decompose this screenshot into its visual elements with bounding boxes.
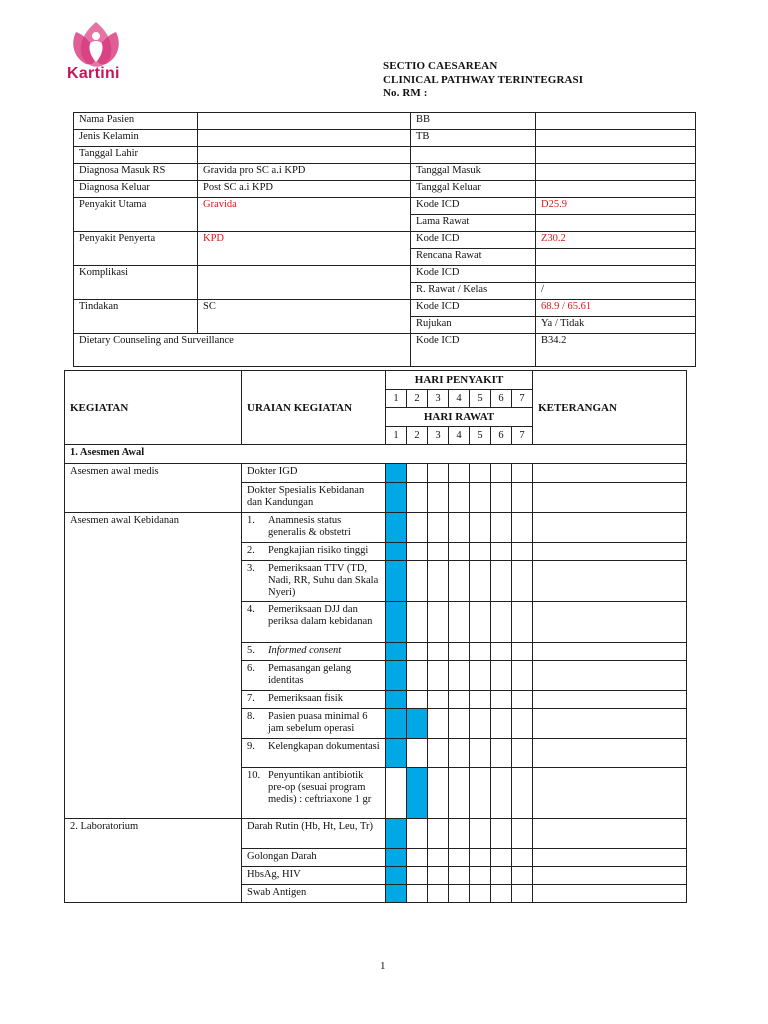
header-kegiatan: KEGIATAN: [65, 371, 242, 445]
kegiatan-asesmen-kebidanan: Asesmen awal Kebidanan: [65, 513, 242, 819]
keterangan-cell[interactable]: [533, 849, 687, 867]
item-text: Pemeriksaan DJJ dan periksa dalam kebidanan: [268, 604, 373, 627]
field-tanggal-keluar[interactable]: [536, 181, 696, 198]
day-6-checkbox[interactable]: [491, 819, 512, 849]
hari-rawat-day-2: 2: [407, 427, 428, 445]
item-text: Pemeriksaan fisik: [268, 693, 343, 704]
item-text: Pasien puasa minimal 6 jam sebelum operasi: [268, 711, 368, 734]
value-kode-icd-dietary: B34.2: [536, 334, 696, 367]
table-row: [65, 513, 687, 543]
day-1-checkbox[interactable]: [386, 849, 407, 867]
day-3-checkbox[interactable]: [428, 819, 449, 849]
day-5-checkbox[interactable]: [470, 885, 491, 903]
label-kode-icd: Kode ICD: [411, 198, 536, 215]
item-text: HbsAg, HIV: [247, 869, 301, 880]
label-rencana-rawat: Rencana Rawat: [411, 249, 536, 266]
uraian-kegiatan-cell: [242, 819, 386, 849]
item-number: 6.: [247, 663, 255, 674]
label-diagnosa-keluar: Diagnosa Keluar: [74, 181, 198, 198]
hari-penyakit-day-5: 5: [470, 390, 491, 408]
day-6-checkbox[interactable]: [491, 602, 512, 643]
uraian-kegiatan-cell: [242, 643, 386, 661]
keterangan-cell[interactable]: [533, 768, 687, 819]
day-7-checkbox[interactable]: [512, 513, 533, 543]
hari-penyakit-day-3: 3: [428, 390, 449, 408]
day-5-checkbox[interactable]: [470, 464, 491, 483]
item-text: Pengkajian risiko tinggi: [268, 545, 369, 556]
item-text: Kelengkapan dokumentasi: [268, 741, 380, 752]
day-7-checkbox[interactable]: [512, 602, 533, 643]
day-7-checkbox[interactable]: [512, 709, 533, 739]
day-6-checkbox[interactable]: [491, 709, 512, 739]
day-1-checkbox[interactable]: [386, 602, 407, 643]
day-2-checkbox[interactable]: [407, 709, 428, 739]
keterangan-cell[interactable]: [533, 661, 687, 691]
field-bb[interactable]: [536, 113, 696, 130]
keterangan-cell[interactable]: [533, 543, 687, 561]
day-2-checkbox[interactable]: [407, 768, 428, 819]
hari-penyakit-day-4: 4: [449, 390, 470, 408]
day-2-checkbox[interactable]: [407, 739, 428, 768]
uraian-kegiatan-cell: [242, 543, 386, 561]
header-hari-penyakit: HARI PENYAKIT: [386, 371, 533, 390]
keterangan-cell[interactable]: [533, 739, 687, 768]
value-kode-icd-tindakan: 68.9 / 65.61: [536, 300, 696, 317]
day-1-checkbox[interactable]: [386, 819, 407, 849]
day-6-checkbox[interactable]: [491, 849, 512, 867]
day-5-checkbox[interactable]: [470, 661, 491, 691]
item-number: 8.: [247, 711, 255, 722]
field-tb[interactable]: [536, 130, 696, 147]
value-ruang-rawat-kelas: /: [536, 283, 696, 300]
day-6-checkbox[interactable]: [491, 513, 512, 543]
day-5-checkbox[interactable]: [470, 819, 491, 849]
day-2-checkbox[interactable]: [407, 543, 428, 561]
keterangan-cell[interactable]: [533, 643, 687, 661]
day-3-checkbox[interactable]: [428, 561, 449, 602]
day-5-checkbox[interactable]: [470, 561, 491, 602]
day-2-checkbox[interactable]: [407, 643, 428, 661]
day-7-checkbox[interactable]: [512, 661, 533, 691]
day-7-checkbox[interactable]: [512, 739, 533, 768]
day-6-checkbox[interactable]: [491, 483, 512, 513]
field-tanggal-masuk[interactable]: [536, 164, 696, 181]
day-6-checkbox[interactable]: [491, 543, 512, 561]
day-3-checkbox[interactable]: [428, 543, 449, 561]
item-number: 10.: [247, 770, 261, 781]
day-2-checkbox[interactable]: [407, 513, 428, 543]
day-7-checkbox[interactable]: [512, 819, 533, 849]
day-2-checkbox[interactable]: [407, 483, 428, 513]
field-komplikasi[interactable]: [198, 266, 411, 300]
uraian-kegiatan-cell: [242, 464, 386, 483]
day-1-checkbox[interactable]: [386, 867, 407, 885]
hari-rawat-day-5: 5: [470, 427, 491, 445]
label-kode-icd: Kode ICD: [411, 266, 536, 283]
day-4-checkbox[interactable]: [449, 513, 470, 543]
field-lama-rawat[interactable]: [536, 215, 696, 232]
keterangan-cell[interactable]: [533, 483, 687, 513]
day-5-checkbox[interactable]: [470, 643, 491, 661]
day-3-checkbox[interactable]: [428, 739, 449, 768]
day-4-checkbox[interactable]: [449, 661, 470, 691]
item-number: 1.: [247, 515, 255, 526]
label-tanggal-lahir: Tanggal Lahir: [74, 147, 198, 164]
header-hari-rawat: HARI RAWAT: [386, 408, 533, 427]
day-3-checkbox[interactable]: [428, 464, 449, 483]
value-diagnosa-masuk: Gravida pro SC a.i KPD: [198, 164, 411, 181]
day-5-checkbox[interactable]: [470, 768, 491, 819]
empty-cell: [411, 147, 536, 164]
header-keterangan: KETERANGAN: [533, 371, 687, 445]
day-3-checkbox[interactable]: [428, 602, 449, 643]
uraian-kegiatan-cell: [242, 602, 386, 643]
day-5-checkbox[interactable]: [470, 709, 491, 739]
table-row: [65, 819, 687, 849]
keterangan-cell[interactable]: [533, 691, 687, 709]
field-jenis-kelamin[interactable]: [198, 130, 411, 147]
day-7-checkbox[interactable]: [512, 543, 533, 561]
item-text: Darah Rutin (Hb, Ht, Leu, Tr): [247, 821, 373, 832]
day-2-checkbox[interactable]: [407, 561, 428, 602]
uraian-kegiatan-cell: [242, 849, 386, 867]
item-number: 4.: [247, 604, 255, 615]
day-2-checkbox[interactable]: [407, 819, 428, 849]
keterangan-cell[interactable]: [533, 464, 687, 483]
field-rencana-rawat[interactable]: [536, 249, 696, 266]
day-3-checkbox[interactable]: [428, 867, 449, 885]
value-diagnosa-keluar: Post SC a.i KPD: [198, 181, 411, 198]
day-6-checkbox[interactable]: [491, 643, 512, 661]
day-7-checkbox[interactable]: [512, 768, 533, 819]
uraian-kegiatan-cell: [242, 768, 386, 819]
day-5-checkbox[interactable]: [470, 867, 491, 885]
label-tanggal-masuk: Tanggal Masuk: [411, 164, 536, 181]
day-7-checkbox[interactable]: [512, 691, 533, 709]
day-1-checkbox[interactable]: [386, 483, 407, 513]
day-1-checkbox[interactable]: [386, 643, 407, 661]
clinical-pathway-table: [64, 370, 687, 903]
keterangan-cell[interactable]: [533, 561, 687, 602]
item-text: Dokter Spesialis Kebidanan dan Kandungan: [247, 485, 365, 508]
kartini-logo-text: Kartini: [67, 65, 120, 82]
day-4-checkbox[interactable]: [449, 709, 470, 739]
day-3-checkbox[interactable]: [428, 885, 449, 903]
uraian-kegiatan-cell: [242, 867, 386, 885]
label-jenis-kelamin: Jenis Kelamin: [74, 130, 198, 147]
day-3-checkbox[interactable]: [428, 691, 449, 709]
day-7-checkbox[interactable]: [512, 867, 533, 885]
day-1-checkbox[interactable]: [386, 739, 407, 768]
item-text: Penyuntikan antibiotik pre-op (sesuai program medis) : ceftriaxone 1 gr: [268, 770, 372, 805]
item-text: Dokter IGD: [247, 466, 298, 477]
day-3-checkbox[interactable]: [428, 709, 449, 739]
day-3-checkbox[interactable]: [428, 849, 449, 867]
label-dietary-counseling: Dietary Counseling and Surveillance: [74, 334, 411, 367]
day-6-checkbox[interactable]: [491, 885, 512, 903]
item-text: Pemasangan gelang identitas: [268, 663, 352, 686]
day-3-checkbox[interactable]: [428, 483, 449, 513]
day-4-checkbox[interactable]: [449, 464, 470, 483]
day-4-checkbox[interactable]: [449, 643, 470, 661]
day-5-checkbox[interactable]: [470, 543, 491, 561]
day-5-checkbox[interactable]: [470, 691, 491, 709]
day-1-checkbox[interactable]: [386, 561, 407, 602]
day-4-checkbox[interactable]: [449, 885, 470, 903]
day-3-checkbox[interactable]: [428, 661, 449, 691]
hari-rawat-day-7: 7: [512, 427, 533, 445]
label-kode-icd: Kode ICD: [411, 334, 536, 367]
item-number: 2.: [247, 545, 255, 556]
day-7-checkbox[interactable]: [512, 464, 533, 483]
uraian-kegiatan-cell: [242, 691, 386, 709]
hari-penyakit-day-6: 6: [491, 390, 512, 408]
day-4-checkbox[interactable]: [449, 867, 470, 885]
hari-penyakit-day-2: 2: [407, 390, 428, 408]
day-5-checkbox[interactable]: [470, 739, 491, 768]
day-5-checkbox[interactable]: [470, 513, 491, 543]
keterangan-cell[interactable]: [533, 867, 687, 885]
day-2-checkbox[interactable]: [407, 602, 428, 643]
value-rujukan: Ya / Tidak: [536, 317, 696, 334]
value-penyakit-penyerta: KPD: [198, 232, 411, 266]
day-4-checkbox[interactable]: [449, 543, 470, 561]
day-7-checkbox[interactable]: [512, 483, 533, 513]
day-4-checkbox[interactable]: [449, 561, 470, 602]
day-1-checkbox[interactable]: [386, 464, 407, 483]
field-nama-pasien[interactable]: [198, 113, 411, 130]
uraian-kegiatan-cell: [242, 561, 386, 602]
day-1-checkbox[interactable]: [386, 543, 407, 561]
hari-penyakit-day-7: 7: [512, 390, 533, 408]
item-text: Anamnesis status generalis & obstetri: [268, 515, 351, 538]
label-nama-pasien: Nama Pasien: [74, 113, 198, 130]
day-5-checkbox[interactable]: [470, 849, 491, 867]
label-tanggal-keluar: Tanggal Keluar: [411, 181, 536, 198]
value-kode-icd-penyerta: Z30.2: [536, 232, 696, 249]
day-5-checkbox[interactable]: [470, 602, 491, 643]
item-number: 7.: [247, 693, 255, 704]
keterangan-cell[interactable]: [533, 885, 687, 903]
kegiatan-asesmen-medis: Asesmen awal medis: [65, 464, 242, 513]
hari-rawat-day-4: 4: [449, 427, 470, 445]
day-4-checkbox[interactable]: [449, 739, 470, 768]
label-penyakit-utama: Penyakit Utama: [74, 198, 198, 232]
header-uraian-kegiatan: URAIAN KEGIATAN: [242, 371, 386, 445]
keterangan-cell[interactable]: [533, 819, 687, 849]
day-6-checkbox[interactable]: [491, 561, 512, 602]
day-2-checkbox[interactable]: [407, 867, 428, 885]
day-4-checkbox[interactable]: [449, 768, 470, 819]
field-kode-icd-komplikasi[interactable]: [536, 266, 696, 283]
day-4-checkbox[interactable]: [449, 691, 470, 709]
day-3-checkbox[interactable]: [428, 643, 449, 661]
day-4-checkbox[interactable]: [449, 819, 470, 849]
label-diagnosa-masuk: Diagnosa Masuk RS: [74, 164, 198, 181]
label-kode-icd: Kode ICD: [411, 232, 536, 249]
label-rujukan: Rujukan: [411, 317, 536, 334]
hari-penyakit-day-1: 1: [386, 390, 407, 408]
section-asesmen-awal: 1. Asesmen Awal: [65, 445, 687, 464]
label-kode-icd: Kode ICD: [411, 300, 536, 317]
day-6-checkbox[interactable]: [491, 739, 512, 768]
day-2-checkbox[interactable]: [407, 885, 428, 903]
day-2-checkbox[interactable]: [407, 464, 428, 483]
keterangan-cell[interactable]: [533, 709, 687, 739]
day-6-checkbox[interactable]: [491, 768, 512, 819]
uraian-kegiatan-cell: [242, 709, 386, 739]
day-2-checkbox[interactable]: [407, 849, 428, 867]
day-6-checkbox[interactable]: [491, 464, 512, 483]
day-7-checkbox[interactable]: [512, 561, 533, 602]
day-4-checkbox[interactable]: [449, 849, 470, 867]
field-tanggal-lahir[interactable]: [198, 147, 411, 164]
kartini-logo: [64, 18, 140, 92]
day-4-checkbox[interactable]: [449, 483, 470, 513]
day-1-checkbox[interactable]: [386, 768, 407, 819]
day-7-checkbox[interactable]: [512, 885, 533, 903]
title-line-2: CLINICAL PATHWAY TERINTEGRASI: [383, 73, 584, 86]
label-bb: BB: [411, 113, 536, 130]
day-3-checkbox[interactable]: [428, 513, 449, 543]
empty-cell: [536, 147, 696, 164]
value-tindakan: SC: [198, 300, 411, 334]
day-1-checkbox[interactable]: [386, 885, 407, 903]
uraian-kegiatan-cell: [242, 483, 386, 513]
day-6-checkbox[interactable]: [491, 661, 512, 691]
day-2-checkbox[interactable]: [407, 661, 428, 691]
page-number: 1: [380, 960, 386, 972]
uraian-kegiatan-cell: [242, 661, 386, 691]
day-1-checkbox[interactable]: [386, 513, 407, 543]
label-komplikasi: Komplikasi: [74, 266, 198, 300]
uraian-kegiatan-cell: [242, 739, 386, 768]
document-title: [383, 60, 583, 101]
day-1-checkbox[interactable]: [386, 691, 407, 709]
title-line-3-rm: No. RM :: [383, 87, 428, 99]
value-penyakit-utama: Gravida: [198, 198, 411, 232]
label-penyakit-penyerta: Penyakit Penyerta: [74, 232, 198, 266]
hari-rawat-day-6: 6: [491, 427, 512, 445]
value-kode-icd-utama: D25.9: [536, 198, 696, 215]
kegiatan-laboratorium: 2. Laboratorium: [65, 819, 242, 903]
patient-info-table: [73, 112, 696, 367]
item-number: 5.: [247, 645, 255, 656]
title-line-1: SECTIO CAESAREAN: [383, 60, 498, 72]
table-row: [65, 464, 687, 483]
hari-rawat-day-3: 3: [428, 427, 449, 445]
day-4-checkbox[interactable]: [449, 602, 470, 643]
item-text: Informed consent: [268, 645, 342, 656]
day-6-checkbox[interactable]: [491, 691, 512, 709]
item-text: Swab Antigen: [247, 887, 307, 898]
day-1-checkbox[interactable]: [386, 709, 407, 739]
uraian-kegiatan-cell: [242, 513, 386, 543]
day-3-checkbox[interactable]: [428, 768, 449, 819]
keterangan-cell[interactable]: [533, 513, 687, 543]
label-tb: TB: [411, 130, 536, 147]
day-7-checkbox[interactable]: [512, 849, 533, 867]
item-text: Pemeriksaan TTV (TD, Nadi, RR, Suhu dan Skala Nyeri): [268, 563, 379, 598]
day-2-checkbox[interactable]: [407, 691, 428, 709]
day-6-checkbox[interactable]: [491, 867, 512, 885]
day-5-checkbox[interactable]: [470, 483, 491, 513]
item-number: 3.: [247, 563, 255, 574]
item-text: Golongan Darah: [247, 851, 317, 862]
label-ruang-rawat-kelas: R. Rawat / Kelas: [411, 283, 536, 300]
hari-rawat-day-1: 1: [386, 427, 407, 445]
item-number: 9.: [247, 741, 255, 752]
day-7-checkbox[interactable]: [512, 643, 533, 661]
label-lama-rawat: Lama Rawat: [411, 215, 536, 232]
keterangan-cell[interactable]: [533, 602, 687, 643]
label-tindakan: Tindakan: [74, 300, 198, 334]
day-1-checkbox[interactable]: [386, 661, 407, 691]
uraian-kegiatan-cell: [242, 885, 386, 903]
